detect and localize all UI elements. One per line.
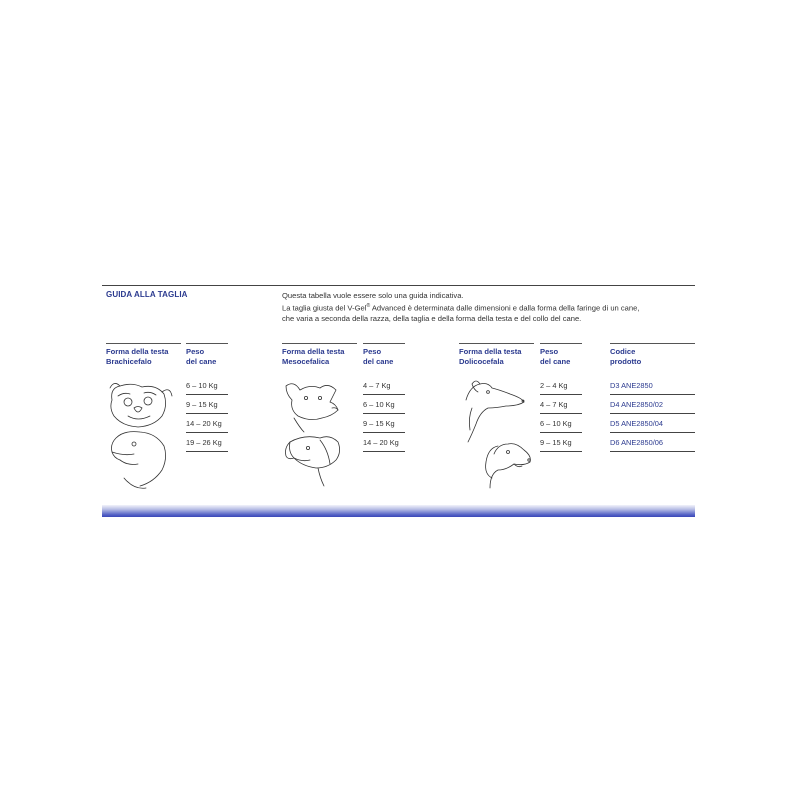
header-rule (540, 343, 582, 344)
weight-cell: 6 – 10 Kg (540, 419, 572, 428)
weight-label-2 (363, 347, 393, 367)
head-label-line-2: Dolicocefala (459, 357, 504, 366)
weight-label-3 (540, 347, 570, 367)
head-shape-label-1 (106, 347, 168, 367)
header-rule (282, 343, 357, 344)
product-code: D3 ANE2850 (610, 381, 653, 390)
row-rule (610, 413, 695, 414)
product-code: D4 ANE2850/02 (610, 400, 664, 409)
row-rule (540, 432, 582, 433)
guide-title: GUIDA ALLA TAGLIA (106, 290, 188, 299)
product-code: D5 ANE2850/04 (610, 419, 664, 428)
row-rule (186, 394, 228, 395)
size-guide-panel (102, 283, 695, 517)
weight-label-line-1: Peso (186, 347, 205, 356)
code-label-line-2: prodotto (610, 357, 642, 366)
weight-cell: 9 – 15 Kg (186, 400, 218, 409)
weight-cell: 6 – 10 Kg (186, 381, 218, 390)
weight-cell: 19 – 26 Kg (186, 438, 222, 447)
head-shape-label-3 (459, 347, 521, 367)
intro-line-2 (282, 301, 692, 314)
weight-cell: 2 – 4 Kg (540, 381, 568, 390)
weight-label-1 (186, 347, 216, 367)
weight-cell: 6 – 10 Kg (363, 400, 395, 409)
registered-mark: ® (366, 303, 371, 309)
head-shape-label-2 (282, 347, 344, 367)
header-rule (610, 343, 695, 344)
weight-cell: 4 – 7 Kg (540, 400, 568, 409)
weight-cell: 4 – 7 Kg (363, 381, 391, 390)
code-label-line-1: Codice (610, 347, 636, 356)
row-rule (186, 451, 228, 452)
head-label-line-1: Forma della testa (282, 347, 345, 356)
row-rule (363, 432, 405, 433)
weight-label-line-1: Peso (540, 347, 559, 356)
header-rule (459, 343, 534, 344)
intro-line-2-pre: La taglia giusta del V-Gel (282, 303, 367, 313)
header-rule (106, 343, 181, 344)
row-rule (540, 451, 582, 452)
weight-cell: 9 – 15 Kg (540, 438, 572, 447)
header-rule (186, 343, 228, 344)
weight-cell: 9 – 15 Kg (363, 419, 395, 428)
weight-label-line-1: Peso (363, 347, 382, 356)
intro-line-1: Questa tabella vuole essere solo una guida indicativa. (282, 291, 464, 300)
row-rule (363, 413, 405, 414)
weight-cell: 14 – 20 Kg (186, 419, 222, 428)
head-label-line-1: Forma della testa (459, 347, 522, 356)
row-rule (363, 394, 405, 395)
head-label-line-2: Mesocefalica (282, 357, 330, 366)
pug-sketch-icon (104, 378, 179, 493)
row-rule (540, 413, 582, 414)
intro-line-2-post: Advanced è determinata dalle dimensioni e dalla forma della faringe di un cane, (370, 303, 640, 313)
header-rule (363, 343, 405, 344)
row-rule (610, 432, 695, 433)
weight-label-line-2: del cane (540, 357, 571, 366)
greyhound-sketch-icon (458, 378, 533, 493)
intro-line-3: che varia a seconda della razza, della taglia e della forma della testa e del collo del cane. (282, 313, 582, 323)
weight-cell: 14 – 20 Kg (363, 438, 399, 447)
row-rule (540, 394, 582, 395)
row-rule (610, 394, 695, 395)
top-rule (102, 285, 695, 286)
row-rule (610, 451, 695, 452)
row-rule (186, 413, 228, 414)
terrier-sketch-icon (280, 378, 355, 493)
head-label-line-2: Brachicefalo (106, 357, 152, 366)
row-rule (363, 451, 405, 452)
product-code: D6 ANE2850/06 (610, 438, 664, 447)
bottom-gradient-bar (102, 505, 695, 517)
weight-label-line-2: del cane (186, 357, 217, 366)
intro-text (282, 291, 692, 324)
head-label-line-1: Forma della testa (106, 347, 169, 356)
code-label (610, 347, 641, 367)
row-rule (186, 432, 228, 433)
weight-label-line-2: del cane (363, 357, 394, 366)
